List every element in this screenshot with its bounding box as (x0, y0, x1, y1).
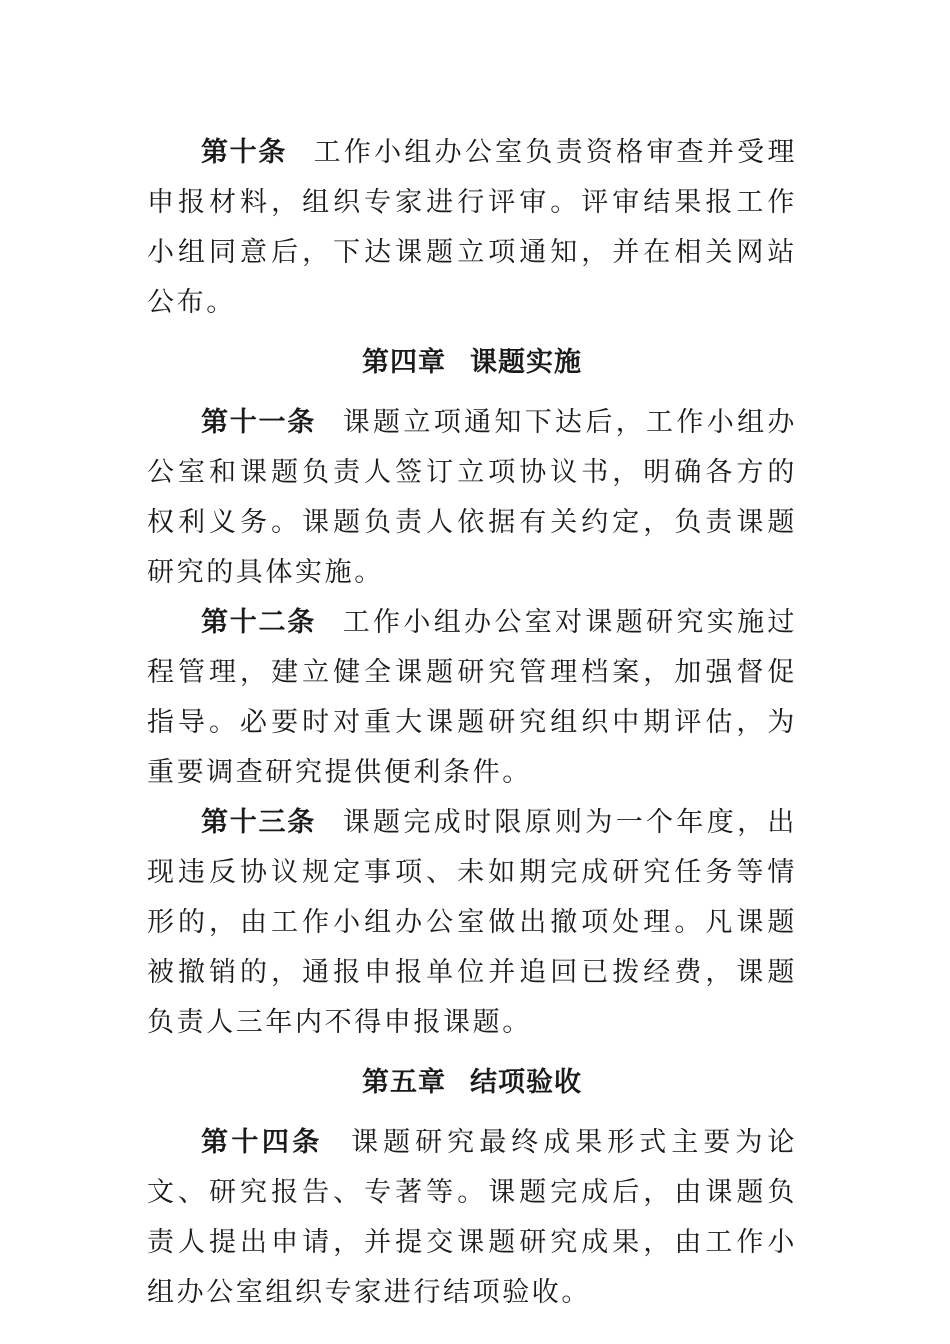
article-label: 第十条 (201, 137, 287, 168)
document-body (147, 128, 797, 1318)
article-text: 课题完成时限原则为一个年度，出现违反协议规定事项、未如期完成研究任务等情形的，由工作小组办公室做出撤项处理。凡课题被撤销的，通报申报单位并追回已拨经费，课题负责人三年内不得申报课题。 (147, 807, 798, 1038)
article-11 (147, 398, 797, 598)
chapter-title: 课题实施 (470, 347, 582, 378)
article-text: 工作小组办公室对课题研究实施过程管理，建立健全课题研究管理档案，加强督促指导。必要时对重大课题研究组织中期评估，为重要调查研究提供便利条件。 (147, 607, 798, 788)
article-text: 课题立项通知下达后，工作小组办公室和课题负责人签订立项协议书，明确各方的权利义务。课题负责人依据有关约定，负责课题研究的具体实施。 (147, 407, 798, 588)
article-text: 工作小组办公室负责资格审查并受理申报材料，组织专家进行评审。评审结果报工作小组同意后，下达课题立项通知，并在相关网站公布。 (147, 137, 798, 318)
article-label: 第十二条 (201, 607, 316, 638)
chapter-title: 结项验收 (470, 1067, 582, 1098)
article-13 (147, 798, 797, 1048)
chapter-heading-5 (147, 1058, 797, 1108)
article-text: 课题研究最终成果形式主要为论文、研究报告、专著等。课题完成后，由课题负责人提出申请，并提交课题研究成果，由工作小组办公室组织专家进行结项验收。 (147, 1127, 797, 1308)
article-12 (147, 598, 797, 798)
chapter-number: 第四章 (362, 347, 446, 378)
article-14 (147, 1118, 797, 1318)
chapter-heading-4 (147, 338, 797, 388)
article-label: 第十三条 (201, 807, 316, 838)
article-label: 第十四条 (201, 1127, 323, 1158)
article-label: 第十一条 (201, 407, 316, 438)
article-10 (147, 128, 797, 328)
chapter-number: 第五章 (362, 1067, 446, 1098)
